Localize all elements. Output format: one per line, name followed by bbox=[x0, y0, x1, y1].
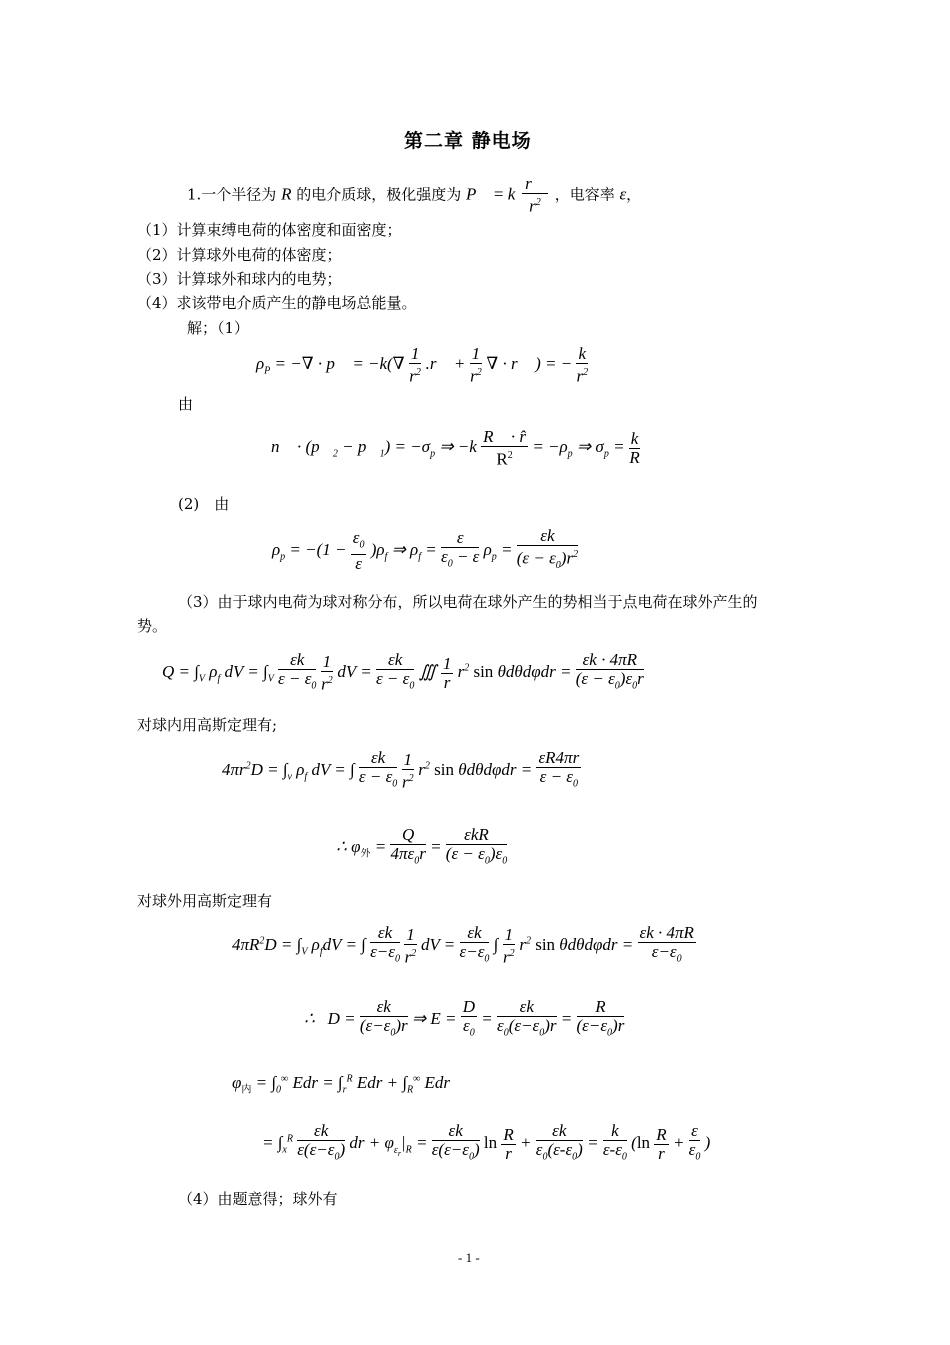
fraction: $\frac{r⃗}{r^2}$ bbox=[522, 175, 548, 216]
inner-gauss-text: 对球内用高斯定理有; bbox=[137, 716, 278, 734]
problem-statement-text: 1.一个半径为 bbox=[187, 185, 282, 204]
page-title: 第二章 静电场 bbox=[404, 130, 532, 152]
problem-item-1: （1）计算束缚电荷的体密度和面密度； bbox=[137, 221, 402, 239]
equation-9: $\varphi_内 = \int_0^\infty$ Edr = $\int_r^R$ Edr + $\int_R^\infty$ Edr bbox=[232, 1073, 450, 1096]
equation-1: $\rho_P$ = −∇ · p⃗ = −k(∇ $\frac{1}{r^2}$ .r⃗ + $\frac{1}{r^2}$ ∇ · r⃗ ) = − $\frac{k}{r^2}$ bbox=[256, 344, 589, 386]
equation-6: ∴ $\varphi_外$ = $\frac{Q}{4\pi\varepsilon_0r}$ = εkR $(\varepsilon - \varepsilon_0)\varepsilon_0$ bbox=[336, 825, 508, 867]
equation-5: $4\pi r^2D = \int_v$ $\rho_f$ dV = ∫ $\frac{\varepsilon k}{\varepsilon - \varepsilon_0}$ $\frac{1}{r^2}$ $r^2$ sin θdθdφdr = $\frac{\varepsilon R4\pi r}{\varepsilon - \varepsilon_0}$ bbox=[222, 748, 580, 792]
outer-gauss-text: 对球外用高斯定理有 bbox=[137, 892, 273, 910]
equation-3: $\rho_p = -(1$ − $\frac{\varepsilon_0}{\varepsilon}$ )$\rho_f$ ⇒ $\rho_f$ = $\frac{\varepsilon}{\varepsilon_0 - \varepsilon}$ $\rho_p$ = $\frac{\varepsilon k}{(\varepsilon - \varepsilon_0)r^2}$ bbox=[272, 526, 579, 574]
problem-statement: 1.一个半径为 R 的电介质球，极化强度为 P⃗ = k $\frac{r⃗}{r^2}$ ，电容率 ε， bbox=[187, 174, 642, 216]
equation-8: ∴ D = $\frac{\varepsilon k}{(\varepsilon-\varepsilon_0)r}$ ⇒ E = $\frac{D}{\varepsilon_0}$ = $\frac{\varepsilon k}{\varepsilon_0(\varepsilon-\varepsilon_0)r}$ = $\frac{R}{(\varepsilon-\varepsilon_0)r}$ bbox=[304, 997, 625, 1039]
equation-7: $4\pi R^2D = \int_V$ $\rho_fdV$ = ∫ $\frac{\varepsilon k}{\varepsilon-\varepsilon_0}$ $\frac{1}{r^2}$ dV = $\frac{\varepsilon k}{\varepsilon-\varepsilon_0}$ ∫ $\frac{1}{r^2}$ $r^2$ sin θdθdφdr = $\frac{\varepsilon k \cdot 4\pi R}{\varepsilon-\varepsilon_0}$ bbox=[232, 923, 694, 967]
problem-item-2: （2）计算球外电荷的体密度； bbox=[137, 246, 342, 264]
part-3-line-2: 势。 bbox=[137, 617, 168, 635]
part-4-label: （4）由题意得；球外有 bbox=[178, 1190, 338, 1208]
problem-item-4: （4）求该带电介质产生的静电场总能量。 bbox=[137, 294, 417, 312]
part-3-line-1: （3）由于球内电荷为球对称分布，所以电荷在球外产生的势相当于点电荷在球外产生的 bbox=[178, 593, 758, 611]
problem-item-3: （3）计算球外和球内的电势； bbox=[137, 270, 342, 288]
equation-2: n⃗ · ($p⃗_2$ − $p⃗_1) = -\sigma_p$ ⇒ −k $\frac{R⃗ \cdot r̂}{R^2}$ = $-\rho_p$ ⇒ $\sigma_p$ = $\frac{k}{R}$ bbox=[271, 427, 640, 469]
page-number: - 1 - bbox=[458, 1250, 480, 1265]
equation-4: $Q = \int_V$ $\rho_f$ dV = $\int_V$ $\frac{\varepsilon k}{\varepsilon - \varepsilon_0}$ $\frac{1}{r^2}$ dV = $\frac{\varepsilon k}{\varepsilon - \varepsilon_0}$ ∭ $\frac{1}{r}$ $r^2$ sin θdθdφdr = $\frac{\varepsilon k \cdot 4\pi R}{(\varepsilon - \varepsilon_0)\varepsilon_0r}$ bbox=[162, 650, 644, 694]
part-2-label: (2) 由 bbox=[178, 495, 230, 513]
text-you-1: 由 bbox=[178, 395, 194, 413]
equation-10: = $\int_x^R$ $\frac{\varepsilon k}{\varepsilon(\varepsilon-\varepsilon_0)}$ dr + $\varphi_{\varepsilon_r}|_R$ = $\frac{\varepsilon k}{\varepsilon(\varepsilon-\varepsilon_0)}$ ln $\frac{R}{r}$ + $\frac{\varepsilon k}{\varepsilon_0(\varepsilon-\varepsilon_0)}$ = $\frac{k}{\varepsilon-\varepsilon_0}$ (ln $\frac{R}{r}$ + $\frac{\varepsilon}{\varepsilon_0}$ ) bbox=[262, 1121, 711, 1163]
solution-heading: 解；（1） bbox=[187, 319, 250, 337]
